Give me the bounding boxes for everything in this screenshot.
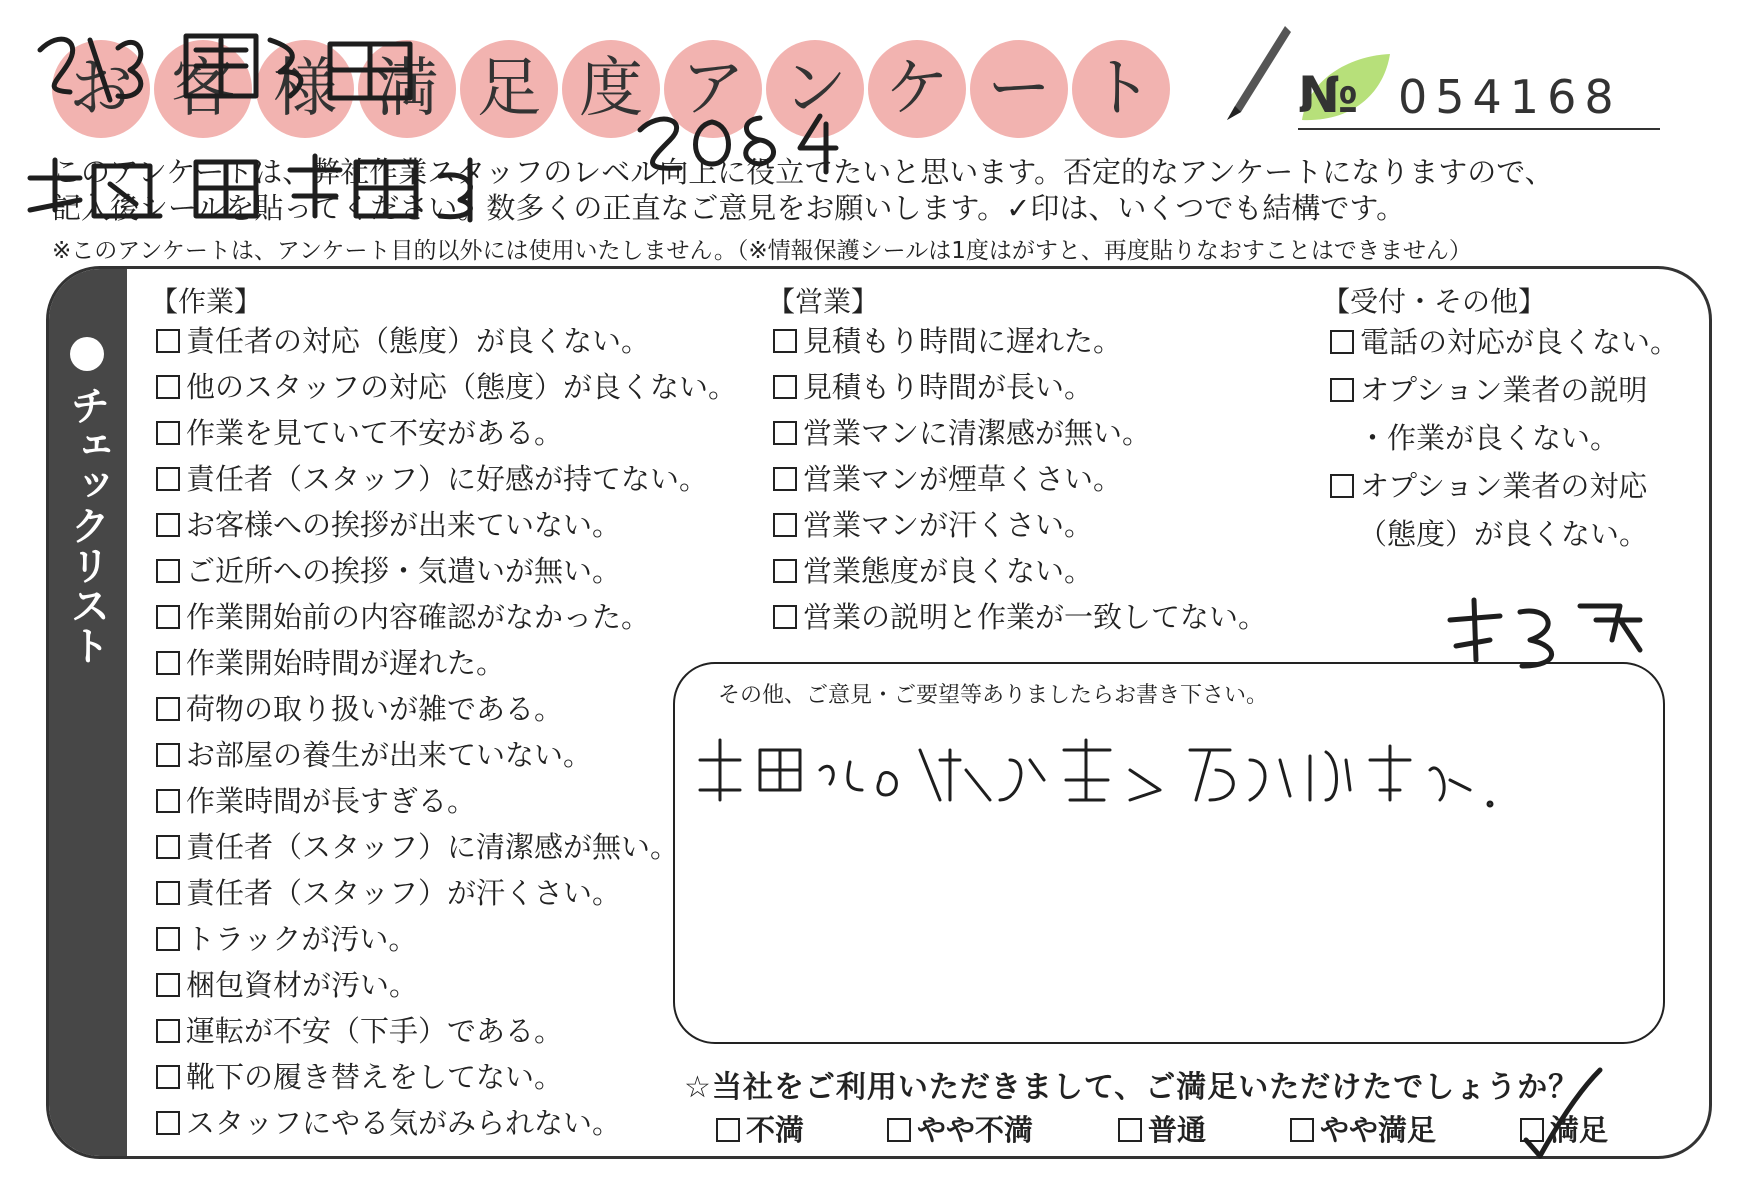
- check-item-label: 営業態度が良くない。: [803, 554, 1094, 588]
- title-char: 様: [256, 40, 354, 138]
- title-char: ト: [1072, 40, 1170, 138]
- comment-prompt: その他、ご意見・ご要望等ありましたらお書き下さい。: [718, 683, 1269, 708]
- intro-line-2: 記入後シールを貼ってください。数多くの正直なご意見をお願いします。✓印は、いくつでも結構です。: [52, 191, 1406, 225]
- check-item-label: 営業マンが汗くさい。: [803, 508, 1094, 542]
- rating-label: やや満足: [1320, 1113, 1437, 1147]
- title-char: 客: [154, 40, 252, 138]
- sales-heading: 【営業】: [767, 285, 880, 318]
- check-item-continuation: ・作業が良くない。: [1358, 421, 1620, 455]
- check-mark-icon: [1526, 1070, 1600, 1156]
- satisfaction-question: ☆当社をご利用いただきまして、ご満足いただけたでしょうか？: [684, 1070, 1580, 1105]
- check-item-label: 営業マンに清潔感が無い。: [803, 416, 1152, 450]
- reception-heading: 【受付・その他】: [1322, 285, 1547, 318]
- title-char: ケ: [868, 40, 966, 138]
- handwriting-code: [640, 116, 836, 172]
- title-char: ン: [766, 40, 864, 138]
- check-item-label: 梱包資材が汚い。: [186, 968, 419, 1002]
- rating-label: 満足: [1550, 1113, 1609, 1147]
- check-item-label: オプション業者の説明: [1360, 373, 1648, 407]
- title-char: お: [52, 40, 150, 138]
- check-item-label: 荷物の取り扱いが雑である。: [186, 692, 564, 726]
- check-item-label: 作業時間が長すぎる。: [186, 784, 477, 818]
- check-item-label: スタッフにやる気がみられない。: [186, 1106, 622, 1140]
- check-item-label: 責任者（スタッフ）に好感が持てない。: [186, 462, 709, 496]
- check-item-label: ご近所への挨拶・気遣いが無い。: [186, 554, 622, 588]
- handwriting-address: [30, 156, 470, 220]
- check-item-label: 営業の説明と作業が一致してない。: [803, 600, 1268, 634]
- check-item-label: 責任者（スタッフ）が汗くさい。: [186, 876, 622, 910]
- check-item-label: 責任者（スタッフ）に清潔感が無い。: [186, 830, 680, 864]
- check-item-label: トラックが汚い。: [186, 922, 418, 956]
- title-char: 満: [358, 40, 456, 138]
- check-item-label: 運転が不安（下手）である。: [186, 1014, 564, 1048]
- handwriting-signature: [1450, 600, 1640, 666]
- check-item-label: 見積もり時間に遅れた。: [803, 324, 1123, 358]
- check-item-label: 他のスタッフの対応（態度）が良くない。: [186, 370, 738, 404]
- title-char: 足: [460, 40, 558, 138]
- sidebar-label: チェックリスト: [64, 385, 110, 665]
- rating-label: やや不満: [917, 1113, 1034, 1147]
- serial-label: №: [1298, 66, 1359, 124]
- check-item-label: 靴下の履き替えをしてない。: [186, 1060, 564, 1094]
- title-char: ア: [664, 40, 762, 138]
- check-item-label: 電話の対応が良くない。: [1360, 325, 1680, 359]
- check-item-label: 見積もり時間が長い。: [803, 370, 1094, 404]
- check-item-label: 営業マンが煙草くさい。: [803, 462, 1123, 496]
- privacy-notice: ※このアンケートは、アンケート目的以外には使用いたしません。（※情報保護シールは1度はがすと、再度貼りなおすことはできません）: [52, 238, 1472, 264]
- handwriting-date: [40, 36, 410, 100]
- rating-label: 不満: [746, 1113, 805, 1147]
- intro-line-1: このアンケートは、弊社作業スタッフのレベル向上に役立てたいと思います。否定的なアンケートになりますので、: [52, 155, 1554, 189]
- check-item-label: オプション業者の対応: [1360, 469, 1648, 503]
- handwriting-comment: [700, 740, 1492, 806]
- title-char: ー: [970, 40, 1068, 138]
- check-item-label: お客様への挨拶が出来ていない。: [186, 508, 622, 542]
- title-char: 度: [562, 40, 660, 138]
- check-item-label: 作業開始時間が遅れた。: [186, 646, 506, 680]
- check-item-label: 作業を見ていて不安がある。: [186, 416, 564, 450]
- check-item-label: お部屋の養生が出来ていない。: [186, 738, 593, 772]
- rating-label: 普通: [1148, 1113, 1207, 1147]
- check-item-continuation: （態度）が良くない。: [1358, 517, 1649, 551]
- check-item-label: 責任者の対応（態度）が良くない。: [186, 324, 651, 358]
- check-item-label: 作業開始前の内容確認がなかった。: [186, 600, 651, 634]
- serial-value: 054168: [1398, 70, 1622, 124]
- work-heading: 【作業】: [150, 285, 263, 318]
